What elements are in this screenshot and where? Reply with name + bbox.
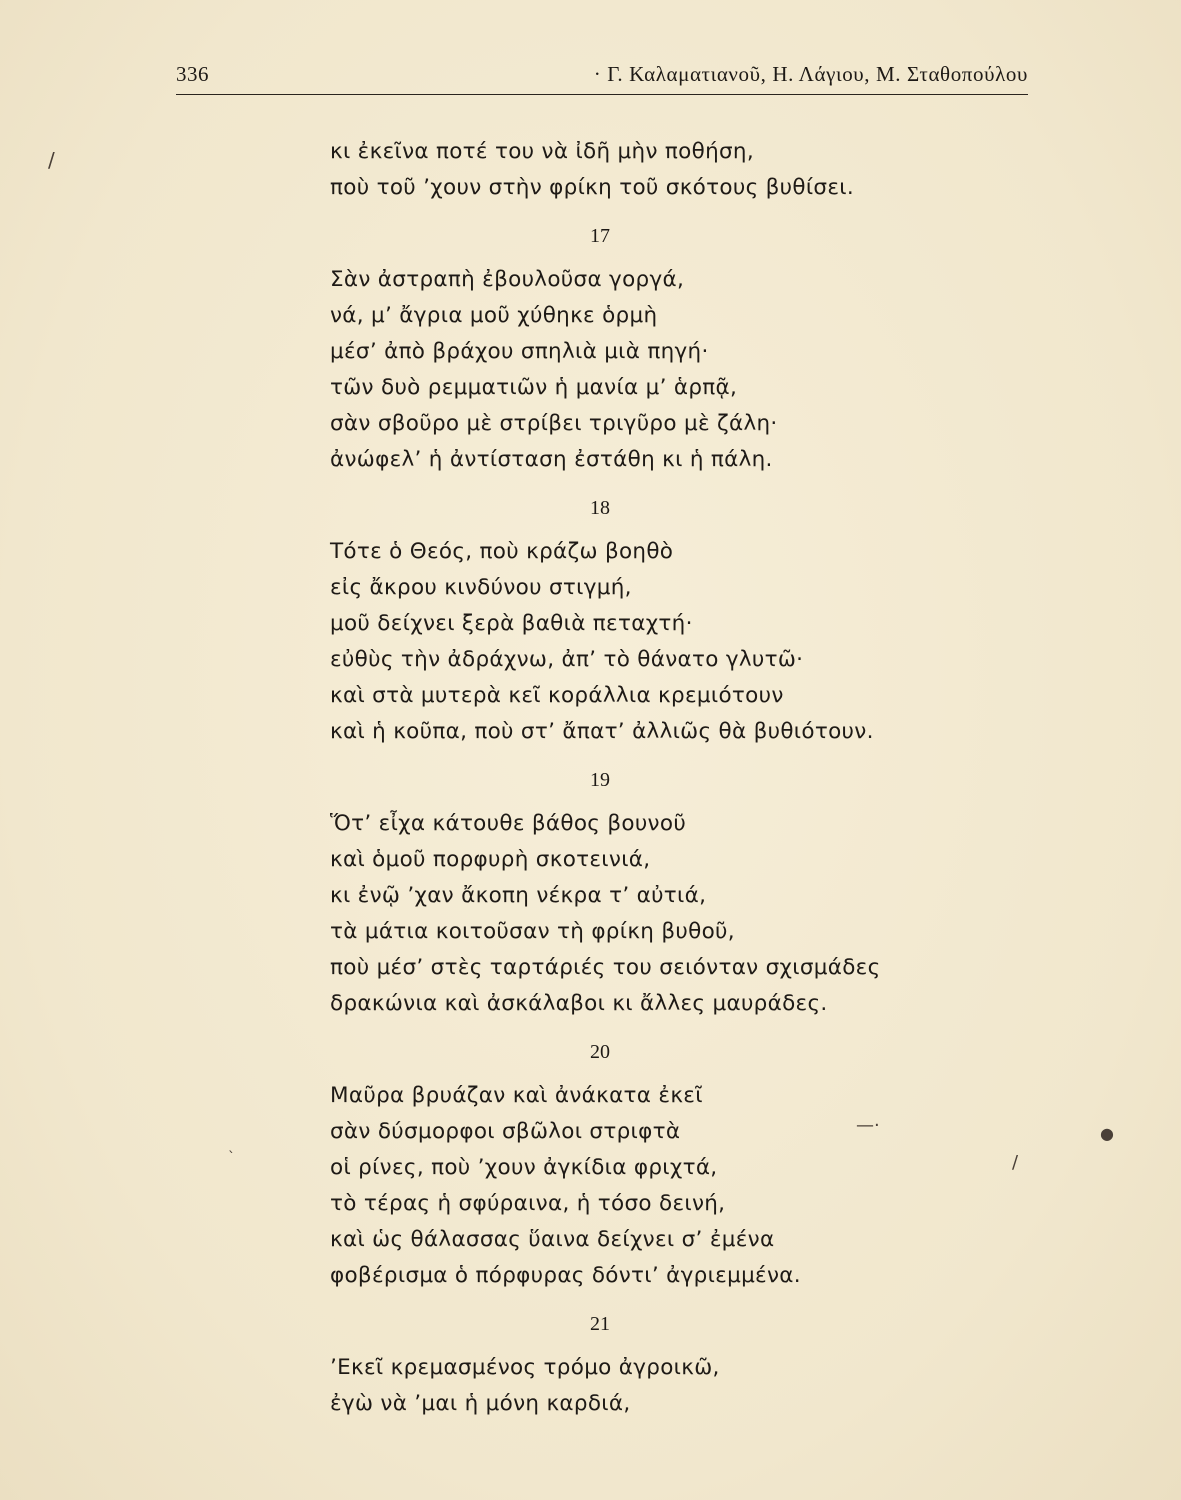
verse-line: σὰν δύσμορφοι σβῶλοι στριφτὰ — [330, 1119, 681, 1144]
verse-line: εὐθὺς τὴν ἀδράχνω, ἀπ’ τὸ θάνατο γλυτῶ· — [330, 647, 804, 672]
verse-line: ἀνώφελ’ ἡ ἀντίσταση ἐστάθη κι ἡ πάλη. — [330, 447, 773, 472]
verse-line: ποὺ τοῦ ’χουν στὴν φρίκη τοῦ σκότους βυθίσει. — [330, 175, 854, 200]
verse-line: καὶ ὁμοῦ πορφυρὴ σκοτεινιά, — [330, 847, 651, 872]
verse-line: κι ἐνῷ ’χαν ἄκοπη νέκρα τ’ αὐτιά, — [330, 883, 707, 908]
page-header — [176, 58, 1028, 95]
stanza-21 — [330, 1304, 1010, 1422]
verse-line: μοῦ δείχνει ξερὰ βαθιὰ πεταχτή· — [330, 611, 693, 636]
stanza-continued — [330, 134, 1010, 206]
verse-line: Μαῦρα βρυάζαν καὶ ἀνάκατα ἐκεῖ — [330, 1083, 703, 1108]
verse-line: καὶ ἡ κοῦπα, ποὺ στ’ ἄπατ’ ἀλλιῶς θὰ βυθιότουν. — [330, 719, 874, 744]
verse-line: φοβέρισμα ὁ πόρφυρας δόντι’ ἀγριεμμένα. — [330, 1263, 801, 1288]
stanza-number: 20 — [590, 1041, 610, 1063]
verse-line: εἰς ἄκρου κινδύνου στιγμή, — [330, 575, 632, 600]
verse-line: τῶν δυὸ ρεμματιῶν ἡ μανία μ’ ἁρπᾷ, — [330, 375, 738, 400]
verse-line: Τότε ὁ Θεός, ποὺ κράζω βοηθὸ — [330, 539, 674, 564]
poem — [330, 134, 1010, 1422]
verse-line: ποὺ μέσ’ στὲς ταρτάριές του σειόνταν σχισμάδες — [330, 955, 881, 980]
margin-dash-mark: —· — [856, 1115, 880, 1136]
verse-line: δρακώνια καὶ ἀσκάλαβοι κι ἄλλες μαυράδες. — [330, 991, 828, 1016]
running-head: · Γ. Καλαματιανοῦ, Η. Λάγιου, Μ. Σταθοπούλου — [593, 62, 1028, 86]
margin-pencil-mark: / — [48, 148, 55, 172]
verse-line: ἐγὼ νὰ ’μαι ἡ μόνη καρδιά, — [330, 1391, 631, 1416]
stanza-number: 18 — [590, 497, 610, 519]
verse-line: καὶ στὰ μυτερὰ κεῖ κοράλλια κρεμιότουν — [330, 683, 784, 708]
verse-line: τὸ τέρας ἡ σφύραινα, ἡ τόσο δεινή, — [330, 1191, 726, 1216]
verse-line: οἱ ρίνες, ποὺ ’χουν ἀγκίδια φριχτά, — [330, 1155, 718, 1180]
page-number: 336 — [176, 62, 209, 86]
verse-line: τὰ μάτια κοιτοῦσαν τὴ φρίκη βυθοῦ, — [330, 919, 735, 944]
verse-line: ’Εκεῖ κρεμασμένος τρόμο ἀγροικῶ, — [330, 1355, 720, 1380]
margin-pencil-mark: / — [1012, 1152, 1019, 1173]
verse-line: Ὅτ’ εἶχα κάτουθε βάθος βουνοῦ — [330, 811, 687, 836]
margin-tick-mark: ` — [228, 1150, 235, 1166]
stanza-19 — [330, 760, 1010, 1022]
verse-line: κι ἐκεῖνα ποτέ του νὰ ἰδῆ μὴν ποθήση, — [330, 139, 754, 164]
verse-line: νά, μ’ ἄγρια μοῦ χύθηκε ὁρμὴ — [330, 303, 658, 328]
stanza-number: 21 — [590, 1313, 610, 1335]
stanza-number: 19 — [590, 769, 610, 791]
margin-dot-mark: ● — [1100, 1124, 1114, 1143]
verse-line: καὶ ὡς θάλασσας ὕαινα δείχνει σ’ ἐμένα — [330, 1227, 775, 1252]
stanza-18 — [330, 488, 1010, 750]
stanza-17 — [330, 216, 1010, 478]
verse-line: Σὰν ἀστραπὴ ἐβουλοῦσα γοργά, — [330, 267, 685, 292]
verse-line: σὰν σβοῦρο μὲ στρίβει τριγῦρο μὲ ζάλη· — [330, 411, 778, 436]
stanza-number: 17 — [590, 225, 610, 247]
verse-line: μέσ’ ἀπὸ βράχου σπηλιὰ μιὰ πηγή· — [330, 339, 709, 364]
stanza-20 — [330, 1032, 1010, 1294]
